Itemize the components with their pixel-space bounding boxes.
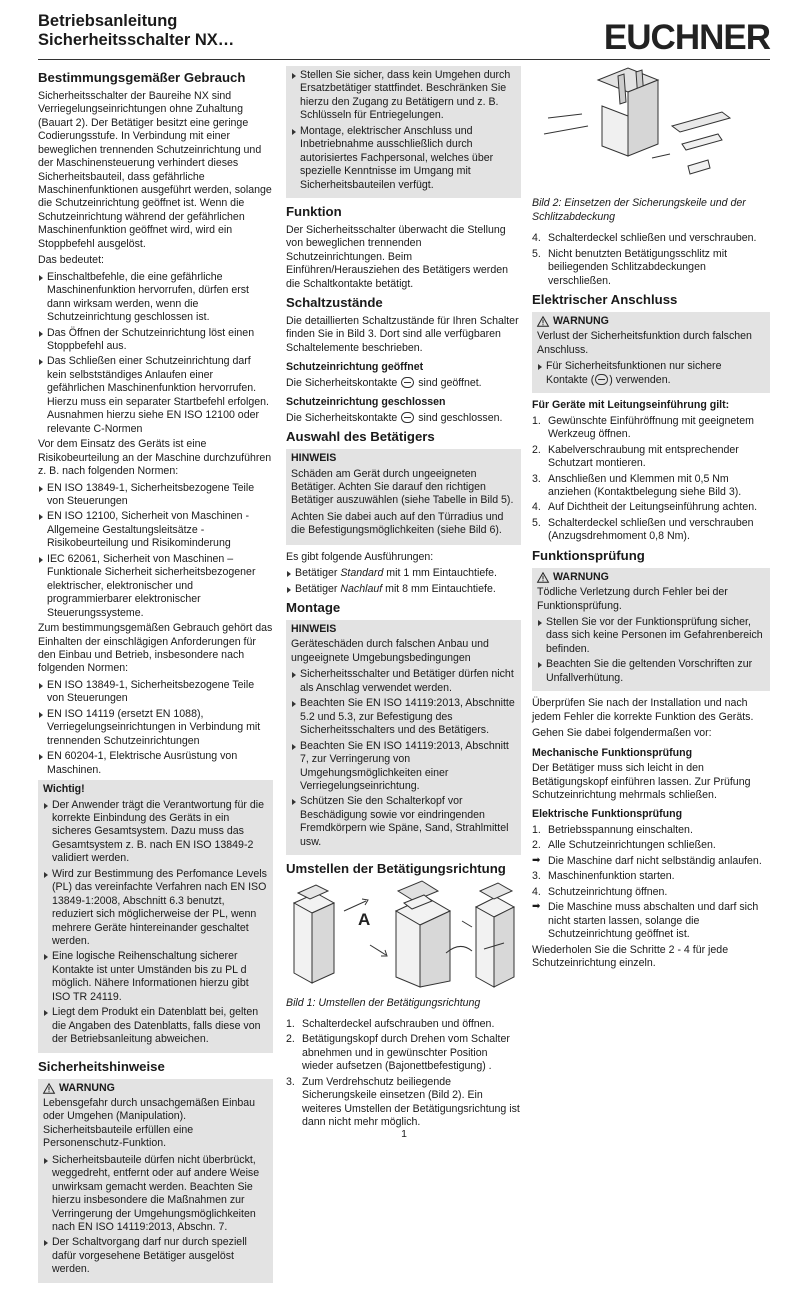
paragraph: Geräteschäden durch falschen Anbau und ungeeignete Umgebungsbedingungen bbox=[291, 638, 489, 664]
list-item bbox=[532, 473, 770, 500]
paragraph bbox=[286, 412, 521, 425]
text-span: Betätiger bbox=[295, 567, 341, 580]
warning-header bbox=[43, 1082, 268, 1095]
paragraph bbox=[286, 377, 521, 390]
warning-text: Tödliche Verletzung durch Fehler bei der Funktionsprüfung. bbox=[537, 586, 728, 612]
numbered-list bbox=[286, 1018, 521, 1130]
title-line-1: Betriebsanleitung bbox=[38, 12, 178, 30]
step-number: 3. bbox=[532, 870, 541, 883]
list-item: IEC 62061, Sicherheit von Maschinen – Funktionale Sicherheit sicherheitsbezogener elektrischer, elektronischer und programmierbarer elektronischer Steuerungssysteme. bbox=[38, 553, 273, 620]
warning-title: WARNUNG bbox=[59, 1081, 115, 1094]
step-text: Schalterdeckel aufschrauben und öffnen. bbox=[302, 1017, 495, 1030]
notice-box bbox=[286, 620, 521, 855]
important-title: Wichtig! bbox=[43, 783, 85, 796]
step-text: Betriebsspannung einschalten. bbox=[548, 823, 693, 836]
numbered-list bbox=[532, 415, 770, 544]
step-number: 3. bbox=[286, 1075, 295, 1088]
bullet-list bbox=[291, 668, 516, 849]
list-item: Das Öffnen der Schutzeinrichtung löst einen Stoppbefehl aus. bbox=[38, 327, 273, 354]
list-item: Beachten Sie die geltenden Vorschriften zur Unfallverhütung. bbox=[537, 658, 765, 685]
paragraph: Das bedeutet: bbox=[38, 254, 104, 267]
list-item: Der Schaltvorgang darf nur durch speziell dafür vorgesehene Betätiger ausgelöst werden. bbox=[43, 1236, 268, 1276]
text-span: Nachlauf bbox=[340, 582, 383, 595]
bullet-list bbox=[43, 1154, 268, 1277]
text-span: sind geöffnet. bbox=[418, 376, 482, 389]
safety-wedge-illustration bbox=[532, 66, 770, 190]
paragraph: Die detaillierten Schaltzustände für Ihren Schalter finden Sie in Bild 3. Dort sind alle verfügbaren Schaltelemente beschrieben. bbox=[286, 315, 519, 354]
step-number: 2. bbox=[532, 839, 541, 852]
euchner-logo: EUCHNER bbox=[603, 18, 770, 57]
figure-2 bbox=[532, 66, 770, 194]
nc-contact-icon bbox=[401, 412, 414, 423]
step-text: Schutzeinrichtung öffnen. bbox=[548, 885, 668, 898]
text-span: Die Sicherheitskontakte bbox=[286, 376, 398, 389]
warning-header bbox=[537, 571, 765, 584]
paragraph: Der Betätiger muss sich leicht in den Betätigungskopf einführen lassen. Zur Prüfung Schutzeinrichtung mehrmals schließen. bbox=[532, 762, 751, 801]
list-item: Eine logische Reihenschaltung sicherer Kontakte ist unter Umständen bis zu PL d möglich. Nähere Informationen hierzu gibt ISO TR 24119. bbox=[43, 950, 268, 1004]
list-item: EN 60204-1, Elektrische Ausrüstung von Maschinen. bbox=[38, 750, 273, 777]
step-text: Anschließen und Klemmen mit 0,5 Nm anziehen (Kontaktbelegung siehe Bild 3). bbox=[548, 472, 742, 498]
list-item: Wird zur Bestimmung des Perfomance Levels (PL) das vereinfachte Verfahren nach EN ISO 13849-1:2008, Abschnitt 6.3 benutzt, reduziert sich möglicherweise der PL, wenn mehrere Geräte hintereinander geschaltet werden. bbox=[43, 868, 268, 949]
paragraph: Gehen Sie dabei folgendermaßen vor: bbox=[532, 727, 712, 740]
page-header bbox=[38, 12, 770, 60]
bullet-list bbox=[537, 360, 765, 387]
step-text: Maschinenfunktion starten. bbox=[548, 870, 675, 883]
figure-2-caption: Bild 2: Einsetzen der Sicherungskeile und der Schlitzabdeckung bbox=[532, 197, 746, 223]
list-item bbox=[286, 1033, 521, 1073]
nc-contact-icon bbox=[401, 377, 414, 388]
text-span: ) verwenden. bbox=[609, 373, 671, 386]
list-item bbox=[532, 901, 770, 941]
heading-umstellen: Umstellen der Betätigungsrichtung bbox=[286, 861, 506, 877]
result-arrow-icon: ➡ bbox=[532, 854, 541, 866]
text-span: Die Sicherheitskontakte bbox=[286, 411, 398, 424]
nc-contact-icon bbox=[595, 374, 608, 385]
list-item bbox=[532, 839, 770, 852]
step-text: Schalterdeckel schließen und verschrauben. bbox=[548, 232, 757, 245]
bullet-list bbox=[537, 616, 765, 685]
page-number: 1 bbox=[401, 1128, 407, 1140]
heading-funktionspruefung: Funktionsprüfung bbox=[532, 547, 645, 563]
figure-1 bbox=[286, 881, 521, 993]
heading-auswahl: Auswahl des Betätigers bbox=[286, 429, 435, 445]
list-item bbox=[532, 870, 770, 883]
paragraph: Sicherheitsschalter der Baureihe NX sind Verriegelungseinrichtungen ohne Zuhaltung (Bauart 2). Der Betätiger besitzt eine geringe Codierungsstufe. In Verbindung mit einer beweglichen trennenden Schutzeinrichtung und der Maschinensteuerung verhindert dieses Sicherheitsbauteil, dass gefährliche Maschinenfunktionen ausgeführt werden, solange die Schutzeinrichtung geöffnet ist. Wenn die Schutzeinrichtung während der gefährlichen Maschinenfunktion geöffnet wird, wird ein Stoppbefehl ausgelöst. bbox=[38, 89, 272, 250]
figure-label-a: A bbox=[358, 910, 371, 930]
bullet-list bbox=[38, 271, 273, 436]
paragraph: Wiederholen Sie die Schritte 2 - 4 für jede Schutzeinrichtung einzeln. bbox=[532, 943, 729, 969]
step-number: 3. bbox=[532, 472, 541, 485]
paragraph: Der Sicherheitsschalter überwacht die Stellung von beweglichen trennenden Schutzeinrichtungen. Beim Einführen/Herausziehen des Betätigers werden die Schaltkontakte betätigt. bbox=[286, 223, 509, 290]
list-item bbox=[532, 517, 770, 544]
warning-box bbox=[532, 312, 770, 393]
heading-funktion: Funktion bbox=[286, 204, 342, 220]
step-number: 2. bbox=[532, 443, 541, 456]
list-item bbox=[532, 501, 770, 514]
warning-box bbox=[38, 1079, 273, 1283]
list-item: Sicherheitsbauteile dürfen nicht überbrückt, weggedreht, entfernt oder auf andere Weise unwirksam gemacht werden. Beachten Sie hierzu insbesondere die Maßnahmen zur Verringerung der Umgehungsmöglichkeiten nach EN ISO 14119:2013, Abschn. 7. bbox=[43, 1154, 268, 1235]
step-number: 1. bbox=[532, 414, 541, 427]
text-span: Betätiger bbox=[295, 582, 341, 595]
step-text: Alle Schutzeinrichtungen schließen. bbox=[548, 839, 716, 852]
warning-title: WARNUNG bbox=[553, 570, 609, 583]
heading-montage: Montage bbox=[286, 600, 341, 616]
list-item: Stellen Sie sicher, dass kein Umgehen durch Ersatzbetätiger stattfindet. Beschränken Sie hierzu den Zugang zu Betätigern und z. B. Schlüsseln für Entriegelungen. bbox=[291, 69, 516, 123]
bullet-list bbox=[43, 799, 268, 1047]
list-item bbox=[532, 886, 770, 899]
paragraph: Zum bestimmungsgemäßen Gebrauch gehört das Einhalten der einschlägigen Anforderungen für den Einbau und Betrieb, insbesondere nach folgenden Normen: bbox=[38, 622, 273, 675]
result-arrow-icon: ➡ bbox=[532, 901, 541, 913]
column-1 bbox=[38, 66, 273, 1289]
list-item: EN ISO 12100, Sicherheit von Maschinen - Allgemeine Gestaltungsleitsätze - Risikobeurteilung und Risikominderung bbox=[38, 510, 273, 550]
paragraph: Vor dem Einsatz des Geräts ist eine Risikobeurteilung an der Maschine durchzuführen z. B. nach folgenden Normen: bbox=[38, 438, 272, 478]
step-number: 4. bbox=[532, 232, 541, 245]
list-item bbox=[532, 824, 770, 837]
step-text: Nicht benutzten Betätigungsschlitz mit beiliegenden Schlitzabdeckungen verschließen. bbox=[548, 247, 728, 287]
important-box bbox=[38, 780, 273, 1053]
step-text: Gewünschte Einführöffnung mit geeignetem Werkzeug öffnen. bbox=[548, 414, 754, 441]
warning-box bbox=[532, 568, 770, 692]
warning-text: Lebensgefahr durch unsachgemäßen Einbau oder Umgehen (Manipulation). Sicherheitsbauteile erfüllen eine Personenschutz-Funktion. bbox=[43, 1096, 256, 1150]
step-text: Die Maschine muss abschalten und darf sich nicht starten lassen, solange die Schutzeinrichtung geöffnet ist. bbox=[548, 901, 759, 941]
notice-title: HINWEIS bbox=[291, 452, 337, 465]
step-text: Zum Verdrehschutz beiliegende Sicherungskeile einsetzen (Bild 2). Ein weiteres Umstellen der Betätigungsrichtung ist dann nicht mehr möglich. bbox=[302, 1075, 520, 1129]
paragraph: Achten Sie dabei auch auf den Türradius und die Befestigungsmöglichkeiten (siehe Bild 6). bbox=[291, 510, 504, 537]
column-2 bbox=[286, 66, 521, 1132]
subheading-mechanisch: Mechanische Funktionsprüfung bbox=[532, 746, 693, 759]
list-item bbox=[532, 248, 770, 288]
list-item: EN ISO 14119 (ersetzt EN 1088), Verriegelungseinrichtungen in Verbindung mit trennenden Schutzeinrichtungen bbox=[38, 708, 273, 748]
step-text: Die Maschine darf nicht selbständig anlaufen. bbox=[548, 854, 762, 867]
heading-schaltzustaende: Schaltzustände bbox=[286, 295, 383, 311]
list-item bbox=[532, 855, 770, 868]
step-text: Kabelverschraubung mit entsprechender Schutzart montieren. bbox=[548, 443, 739, 470]
list-item: Beachten Sie EN ISO 14119:2013, Abschnitte 5.2 und 5.3, zur Befestigung des Sicherheitsschalters und des Betätigers. bbox=[291, 697, 516, 737]
step-text: Schalterdeckel schließen und verschrauben (Anzugsdrehmoment 0,8 Nm). bbox=[548, 516, 754, 543]
bullet-list bbox=[38, 482, 273, 621]
step-number: 1. bbox=[286, 1017, 295, 1030]
step-number: 5. bbox=[532, 516, 541, 529]
text-span: mit 1 mm Eintauchtiefe. bbox=[383, 567, 497, 580]
list-item bbox=[532, 415, 770, 442]
warning-title: WARNUNG bbox=[553, 315, 609, 328]
figure-1-caption: Bild 1: Umstellen der Betätigungsrichtung bbox=[286, 996, 481, 1009]
notice-box bbox=[286, 449, 521, 545]
subheading-geraete: Für Geräte mit Leitungseinführung gilt: bbox=[532, 399, 730, 412]
subheading-elektrisch: Elektrische Funktionsprüfung bbox=[532, 808, 683, 821]
list-item: Beachten Sie EN ISO 14119:2013, Abschnitt 7, zur Verringerung von Umgehungsmöglichkeiten einer Verriegelungseinrichtung. bbox=[291, 740, 516, 794]
list-item: Das Schließen einer Schutzeinrichtung darf kein selbstständiges Anlaufen einer gefährlichen Maschinenfunktion hervorrufen. Hierzu muss ein separater Startbefehl erfolgen. Ausnahmen hierzu siehe EN ISO 12100 oder relevante C-Normen bbox=[38, 355, 273, 436]
subheading-geoeffnet: Schutzeinrichtung geöffnet bbox=[286, 361, 424, 374]
column-3 bbox=[532, 66, 770, 973]
heading-bestimmung: Bestimmungsgemäßer Gebrauch bbox=[38, 70, 246, 85]
actuator-direction-illustration bbox=[286, 881, 521, 989]
list-item: EN ISO 13849-1, Sicherheitsbezogene Teile von Steuerungen bbox=[38, 482, 273, 509]
paragraph: Es gibt folgende Ausführungen: bbox=[286, 550, 434, 563]
list-item bbox=[532, 232, 770, 245]
bullet-list bbox=[38, 679, 273, 777]
list-item: Liegt dem Produkt ein Datenblatt bei, gelten die Angaben des Datenblatts, falls diese von der Betriebsanleitung abweichen. bbox=[43, 1006, 268, 1046]
step-number: 5. bbox=[532, 247, 541, 260]
step-number: 1. bbox=[532, 823, 541, 836]
heading-sicherheit: Sicherheitshinweise bbox=[38, 1058, 165, 1074]
list-item: Einschaltbefehle, die eine gefährliche Maschinenfunktion hervorrufen, dürfen erst dann wirksam werden, wenn die Schutzeinrichtung geschlossen ist. bbox=[38, 271, 273, 325]
warning-header bbox=[537, 315, 765, 328]
text-span: Standard bbox=[340, 567, 384, 580]
paragraph: Überprüfen Sie nach der Installation und nach jedem Fehler die korrekte Funktion des Geräts. bbox=[532, 697, 754, 723]
list-item bbox=[286, 1018, 521, 1031]
step-text: Auf Dichtheit der Leitungseinführung achten. bbox=[548, 501, 758, 514]
list-item bbox=[532, 444, 770, 471]
list-item: Montage, elektrischer Anschluss und Inbetriebnahme ausschließlich durch autorisiertes Fachpersonal, welches über spezielle Kenntnisse im Umgang mit Sicherheitsbauteilen verfügt. bbox=[291, 125, 516, 192]
warning-text: Verlust der Sicherheitsfunktion durch falschen Anschluss. bbox=[537, 330, 752, 356]
bullet-list bbox=[286, 567, 521, 596]
step-number: 2. bbox=[286, 1033, 295, 1046]
text-span: sind geschlossen. bbox=[418, 411, 503, 424]
warning-triangle-icon bbox=[537, 572, 549, 583]
paragraph: Schäden am Gerät durch ungeeigneten Betätiger. Achten Sie darauf den richtigen Betätiger auszuwählen (siehe Tabelle in Bild 5). bbox=[291, 467, 514, 507]
text-span: Für Sicherheitsfunktionen nur sichere Kontakte ( bbox=[546, 360, 722, 386]
list-item: Stellen Sie vor der Funktionsprüfung sicher, dass sich keine Personen im Gefahrenbereich befinden. bbox=[537, 616, 765, 656]
list-item bbox=[286, 567, 521, 580]
step-number: 4. bbox=[532, 885, 541, 898]
list-item bbox=[286, 583, 521, 596]
bullet-list bbox=[291, 69, 516, 192]
list-item: EN ISO 13849-1, Sicherheitsbezogene Teile von Steuerungen bbox=[38, 679, 273, 706]
title-line-2: Sicherheitsschalter NX… bbox=[38, 31, 235, 50]
list-item: Sicherheitsschalter und Betätiger dürfen nicht als Anschlag verwendet werden. bbox=[291, 668, 516, 695]
subheading-geschlossen: Schutzeinrichtung geschlossen bbox=[286, 396, 446, 409]
list-item: Der Anwender trägt die Verantwortung für die korrekte Einbindung des Geräts in ein sicheres Gesamtsystem. Dazu muss das Gesamtsystem z. B. nach EN ISO 13849-2 validiert werden. bbox=[43, 799, 268, 866]
text-span: mit 8 mm Eintauchtiefe. bbox=[382, 582, 496, 595]
warning-triangle-icon bbox=[537, 316, 549, 327]
warning-box-continued bbox=[286, 66, 521, 198]
numbered-list bbox=[532, 232, 770, 288]
heading-anschluss: Elektrischer Anschluss bbox=[532, 292, 678, 308]
list-item bbox=[537, 360, 765, 387]
list-item: Schützen Sie den Schalterkopf vor Beschädigung sowie vor eindringenden Fremdkörpern wie Späne, Sand, Strahlmittel usw. bbox=[291, 795, 516, 849]
step-number: 4. bbox=[532, 501, 541, 514]
notice-title: HINWEIS bbox=[291, 622, 337, 635]
list-item bbox=[286, 1076, 521, 1130]
warning-triangle-icon bbox=[43, 1083, 55, 1094]
numbered-list bbox=[532, 824, 770, 942]
step-text: Betätigungskopf durch Drehen vom Schalter abnehmen und in gewünschter Position wieder aufsetzen (Bajonettbefestigung) . bbox=[302, 1033, 510, 1073]
